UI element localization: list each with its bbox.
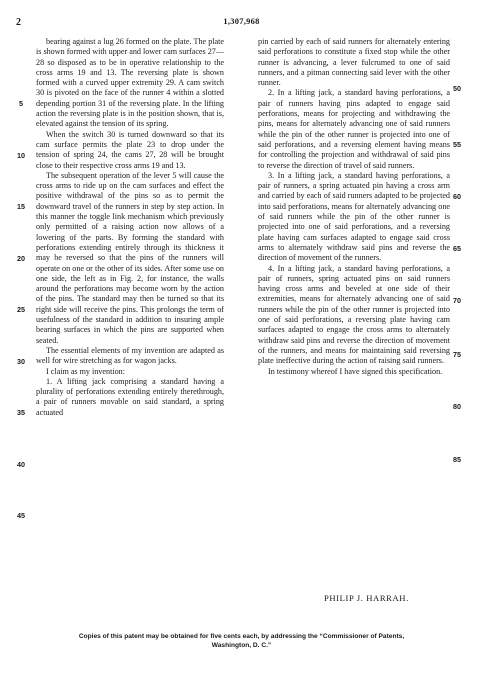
line-number-70: 70 [453, 296, 461, 305]
claim-3: 3. In a lifting jack, a standard having perforations, a pair of runners, a spring actuated pin having a cross arm and carried by each of said runners adapted to be projected into said perforations, means for alternately advancing one of said runners while the pin of the other runner is projected into one of said perforations, and a reversing plate having cam surfaces adapted to engage said cross arms to alternately withdraw said pins and reverse the direction of movement of the runners. [258, 170, 450, 263]
footer-line-1: Copies of this patent may be obtained for five cents each, by addressing the “Commissioner of Patents, [78, 633, 405, 640]
line-number-85: 85 [453, 455, 461, 464]
line-number-20: 20 [17, 254, 25, 263]
page-number: 2 [16, 17, 22, 28]
line-number-55: 55 [453, 140, 461, 149]
line-number-75: 75 [453, 350, 461, 359]
claims-intro: I claim as my invention: [46, 366, 125, 376]
line-number-80: 80 [453, 402, 461, 411]
line-number-50: 50 [453, 84, 461, 93]
footer-line-2: Washington, D. C.” [211, 642, 272, 649]
line-number-15: 15 [17, 202, 25, 211]
line-number-30: 30 [17, 357, 25, 366]
claim-4: 4. In a lifting jack, a standard having perforations, a pair of runners, spring actuated pins on said runners having cross arms and beveled at one side of their extremities, means for alternately advancing one of said runners while the pin of the other runner is projected into one of said perforations, a reversing plate having cam surfaces adapted to engage the cross arms to alternately withdraw said pins and reverse the direction of movement of the runners, and means for maintaining said reversing plate ineffective during the action of raising said runners. [258, 263, 450, 366]
patent-number: 1,307,968 [223, 17, 260, 26]
line-number-35: 35 [17, 408, 25, 417]
line-number-5: 5 [19, 99, 23, 108]
paragraph: pin carried by each of said runners for alternately entering said perforations to constitute a fixed stop while the other runner is advancing, a lever fulcrumed to one of said runners, and a pitman connecting said lever with the other runner. [258, 37, 450, 88]
line-number-40: 40 [17, 460, 25, 469]
line-number-25: 25 [17, 305, 25, 314]
claim-2: 2. In a lifting jack, a standard having perforations, a pair of runners having pins adapted to engage said perforations, means for projecting and withdrawing the pins, means for alternately advancing one of said runners while the pin of the other runner is projected into one of said perforations, and a reversing element having means for controlling the projection and withdrawal of said pins to reverse the direction of travel of said runners. [258, 88, 450, 170]
paragraph: The subsequent operation of the lever 5 will cause the cross arms to ride up on the cam surfaces and effect the positive withdrawal of the pins so as to permit the downward travel of the runners in step by step action. In this manner the toggle link mechanism which previously only permitted of a raising action now allows of a lowering of the parts. By forming the standard with perforations extending entirely through its thickness it may be reversed so that the pins of the runners will operate on one or the other of its sides. After some use on one side, the left as in Fig. 2, for instance, the walls around the perforations may become worn by the action of the pins. The standard may then be turned so that its right side will receive the pins. This prolongs the term of usefulness of the standard in addition to insuring ample bearing surfaces in which the pins are supported when seated. [36, 170, 224, 345]
line-number-65: 65 [453, 244, 461, 253]
paragraph: The essential elements of my invention are adapted as well for wire stretching as for wagon jacks. [36, 345, 224, 366]
right-column [258, 37, 450, 377]
line-number-10: 10 [17, 151, 25, 160]
testimony: In testimony whereof I have signed this specification. [268, 366, 443, 376]
inventor-signature: PHILIP J. HARRAH. [324, 593, 409, 603]
footer-note [20, 632, 463, 650]
line-number-45: 45 [17, 511, 25, 520]
claim-1: 1. A lifting jack comprising a standard having a plurality of perforations extending entirely therethrough, a pair of runners movable on said standard, a spring actuated [36, 376, 224, 417]
paragraph: bearing against a lug 26 formed on the plate. The plate is shown formed with upper and lower cam surfaces 27—28 so disposed as to be in operative relationship to the cross arms 19 and 13. The reversing plate is shown formed with a curved upper extremity 29. A cam switch 30 is pivoted on the face of the runner 4 within a slotted depending portion 31 of the reversing plate. In the lifting action the reversing plate is in the position shown, that is, elevated against the tension of its spring. [36, 37, 224, 129]
paragraph: When the switch 30 is turned downward so that its cam surface permits the plate 23 to drop under the tension of spring 24, the cams 27, 28 will be brought close to their respective cross arms 19 and 13. [36, 129, 224, 170]
left-column [36, 37, 224, 418]
line-number-60: 60 [453, 192, 461, 201]
